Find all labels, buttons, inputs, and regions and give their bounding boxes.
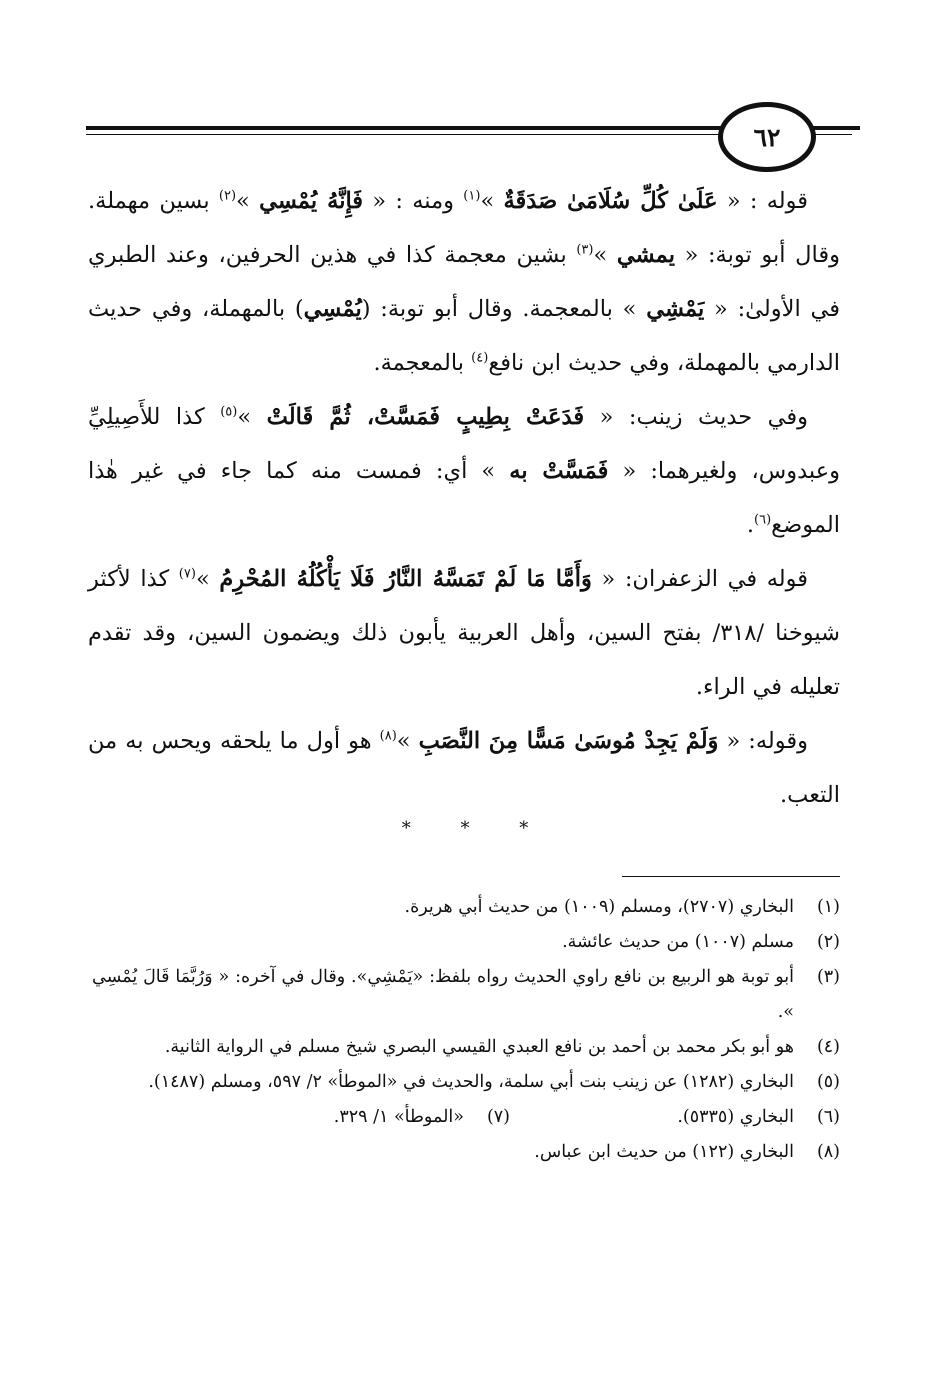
text-run: » xyxy=(237,404,267,430)
quote: وَأَمَّا مَا لَمْ تَمَسَّهُ النَّارُ فَلَا يَأْكُلُهُ المُحْرِمُ xyxy=(219,566,592,592)
page-number: ٦٢ xyxy=(718,102,816,172)
footnote-pair xyxy=(92,1100,840,1135)
footnote-item xyxy=(92,925,840,960)
quote: عَلَىٰ كُلِّ سُلَامَىٰ صَدَقَةٌ xyxy=(503,188,718,214)
footnote-number: (٨) xyxy=(816,1142,840,1162)
footnote-item xyxy=(92,1030,840,1065)
text-run: ) بالمهملة، وفي حديث الدارمي بالمهملة، وفي حديث ابن نافع xyxy=(88,296,840,376)
header-rule xyxy=(86,126,724,130)
text-run: قوله : « xyxy=(717,188,809,214)
text-run: بشين معجمة كذا في هذين الحرفين، وعند الطبري في الأولىٰ: « xyxy=(88,242,840,322)
text-run: » xyxy=(593,242,617,268)
footnote-ref[interactable]: (٢) xyxy=(218,188,237,204)
header-rule-right-thin xyxy=(812,134,852,135)
text-run: بالمعجمة. xyxy=(373,350,472,376)
footnote-number: (٢) xyxy=(816,932,840,952)
text-run: » بالمعجمة. وقال أبو توبة: ( xyxy=(361,296,647,322)
footnote-ref[interactable]: (٤) xyxy=(471,350,489,366)
page-header xyxy=(0,96,952,176)
footnote-number: (٣) xyxy=(816,967,840,987)
text-run: » xyxy=(396,728,419,754)
footnotes xyxy=(92,890,840,1170)
footnote-number: (٧) xyxy=(486,1107,510,1127)
footnote-ref[interactable]: (١) xyxy=(463,188,481,204)
text-run: » xyxy=(480,188,504,214)
quote: فَإِنَّهُ يُمْسِي xyxy=(259,188,364,214)
text-run: بسين مهملة. وقال أبو توبة: « xyxy=(88,188,840,268)
footnote-item xyxy=(92,1065,840,1100)
header-rule-thin xyxy=(86,134,722,135)
footnote-item xyxy=(510,1100,840,1135)
text-run: » أي: فمست منه كما جاء في غير هٰذا الموضع xyxy=(88,458,840,538)
quote: يُمْسِي xyxy=(303,296,362,322)
footnote-text: البخاري (٥٣٣٥). xyxy=(677,1107,794,1127)
footnote-number: (٦) xyxy=(816,1107,840,1127)
text-run: قوله في الزعفران: « xyxy=(591,566,809,592)
section-separator: * * * xyxy=(401,818,551,839)
text-run: » xyxy=(236,188,260,214)
footnote-text: مسلم (١٠٠٧) من حديث عائشة. xyxy=(562,932,794,952)
paragraph-3 xyxy=(88,552,840,714)
text-run: ومنه : « xyxy=(363,188,464,214)
footnote-ref[interactable]: (٦) xyxy=(754,512,772,528)
footnote-rule xyxy=(622,876,840,877)
footnote-text: «الموطأ» ١/ ٣٢٩. xyxy=(333,1107,464,1127)
footnote-number: (٥) xyxy=(816,1072,840,1092)
footnote-ref[interactable]: (٨) xyxy=(379,728,397,744)
footnote-item xyxy=(92,1135,840,1170)
quote: فَدَعَتْ بِطِيبٍ فَمَسَّتْ، ثُمَّ قَالَتْ xyxy=(266,404,585,430)
main-text xyxy=(88,174,840,822)
paragraph-4 xyxy=(88,714,840,822)
footnote-text: البخاري (٢٧٠٧)، ومسلم (١٠٠٩) من حديث أبي هريرة. xyxy=(404,897,794,917)
footnote-number: (٤) xyxy=(816,1037,840,1057)
text-run: كذا لأكثر شيوخنا /٣١٨/ بفتح السين، وأهل العربية يأبون ذلك ويضمون السين، وقد تقدم تعليله في الراء. xyxy=(88,566,840,700)
footnote-text: هو أبو بكر محمد بن أحمد بن نافع العبدي القيسي البصري شيخ مسلم في الرواية الثانية. xyxy=(164,1037,794,1057)
header-rule-right xyxy=(812,126,860,130)
text-run: كذا للأَصِيلِيِّ وعبدوس، ولغيرهما: « xyxy=(88,404,840,484)
footnote-text: البخاري (١٢٢) من حديث ابن عباس. xyxy=(534,1142,794,1162)
footnote-item xyxy=(92,890,840,925)
text-run: وفي حديث زينب: « xyxy=(584,404,809,430)
footnote-number: (١) xyxy=(816,897,840,917)
footnote-text: البخاري (١٢٨٢) عن زينب بنت أبي سلمة، والحديث في «الموطأ» ٢/ ٥٩٧، ومسلم (١٤٨٧). xyxy=(148,1072,794,1092)
footnote-item xyxy=(180,1100,510,1135)
quote: وَلَمْ يَجِدْ مُوسَىٰ مَسًّا مِنَ النَّصَبِ xyxy=(418,728,719,754)
footnote-text: أبو توبة هو الربيع بن نافع راوي الحديث رواه بلفظ: «يَمْشِي». وقال في آخره: « وَرُبَّمَا قَالَ يُمْسِي ». xyxy=(92,967,794,1022)
text-run: » xyxy=(195,566,220,592)
text-run: هو أول ما يلحقه ويحس به من التعب. xyxy=(88,728,840,808)
paragraph-1 xyxy=(88,174,840,390)
text-run: وقوله: « xyxy=(718,728,809,754)
paragraph-2 xyxy=(88,390,840,552)
quote: يَمْشِي xyxy=(646,296,705,322)
footnote-ref[interactable]: (٣) xyxy=(576,242,594,258)
text-run: . xyxy=(746,512,755,538)
footnote-item xyxy=(92,960,840,1030)
footnote-ref[interactable]: (٧) xyxy=(178,566,196,582)
quote: يمشي xyxy=(616,242,675,268)
footnote-ref[interactable]: (٥) xyxy=(220,404,238,420)
quote: فَمَسَّتْ به xyxy=(509,458,609,484)
